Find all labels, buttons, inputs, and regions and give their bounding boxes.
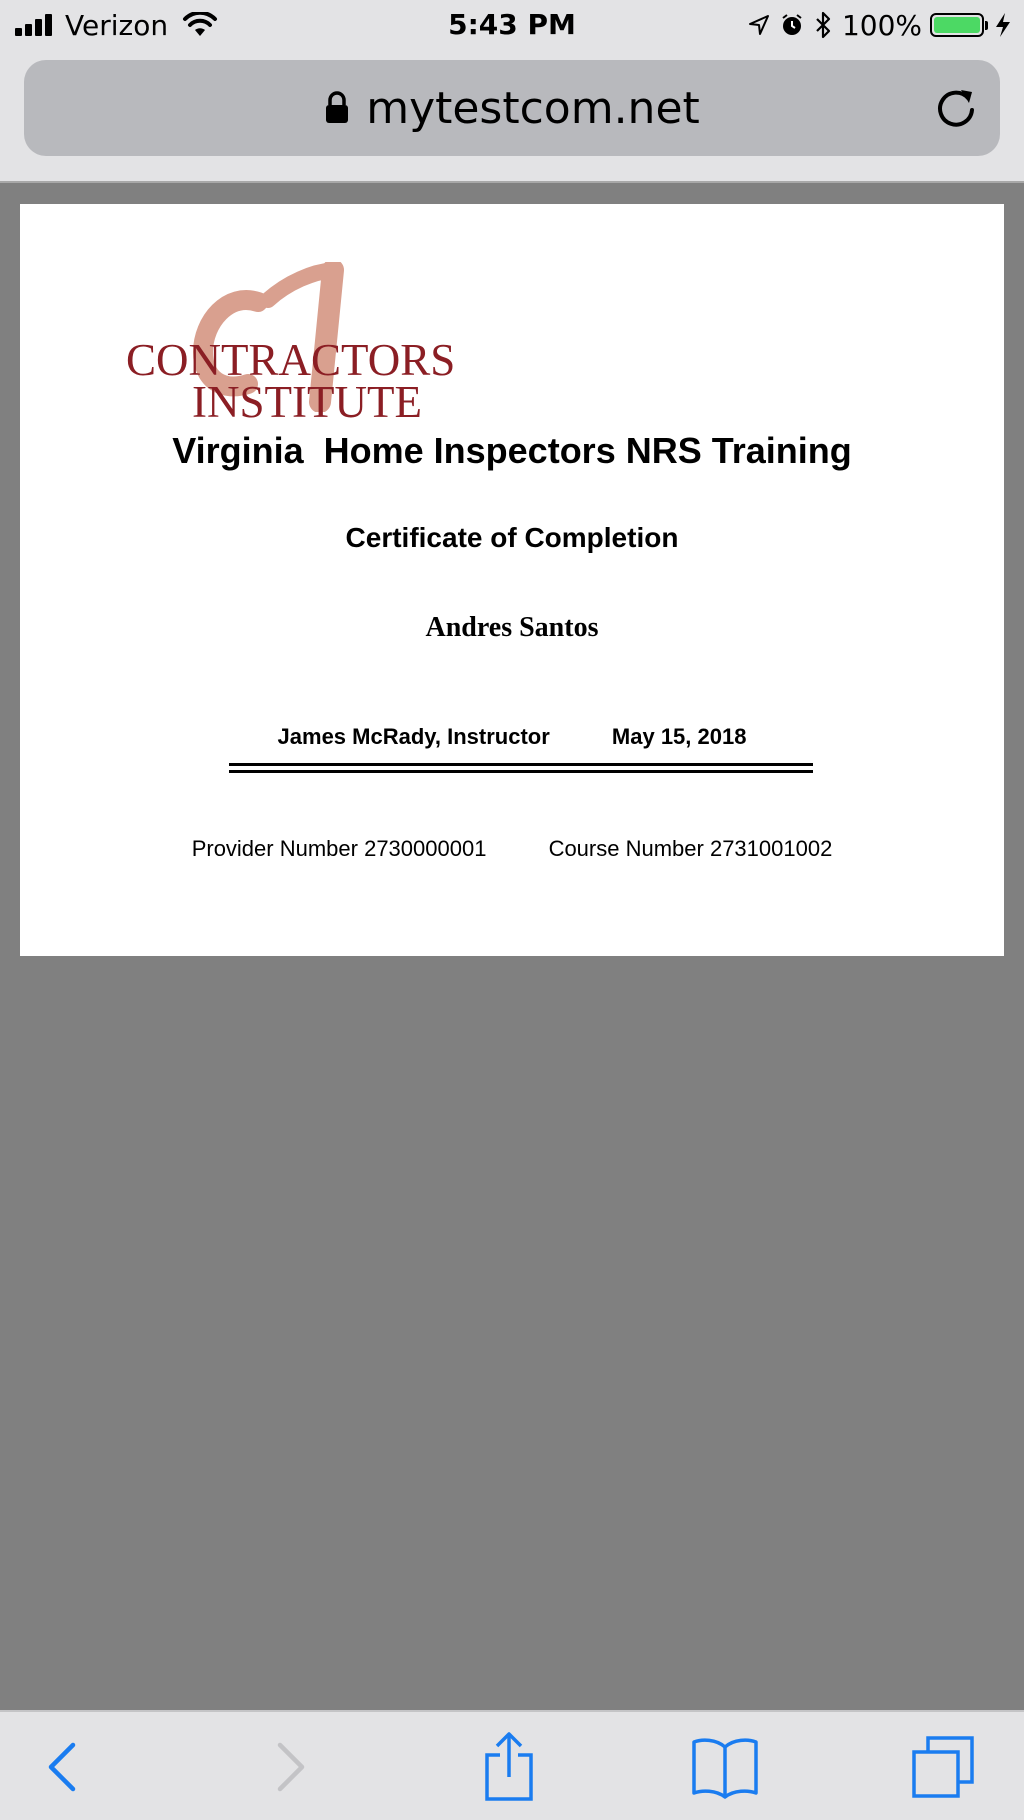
battery-icon xyxy=(930,13,984,37)
course-number: Course Number 2731001002 xyxy=(548,836,833,861)
bookmarks-icon xyxy=(690,1735,760,1799)
course-title: Virginia Home Inspectors NRS Training xyxy=(172,430,852,471)
battery-fill xyxy=(934,17,980,33)
numbers-row xyxy=(20,836,1004,862)
lock-icon xyxy=(324,91,350,125)
bookmarks-button[interactable] xyxy=(690,1734,760,1800)
back-button[interactable] xyxy=(28,1734,98,1800)
logo-line-1: CONTRACTORS xyxy=(126,335,456,385)
signature-row xyxy=(20,724,1004,750)
alarm-icon xyxy=(780,13,804,37)
bluetooth-icon xyxy=(814,11,832,39)
status-right xyxy=(738,8,1012,42)
certificate-subtitle: Certificate of Completion xyxy=(345,522,679,553)
back-icon xyxy=(43,1739,83,1795)
battery-percent: 100% xyxy=(841,8,922,42)
tabs-button[interactable] xyxy=(908,1734,978,1800)
tabs-icon xyxy=(910,1734,976,1800)
forward-icon xyxy=(270,1739,310,1795)
status-bar xyxy=(0,0,1024,50)
certificate-document xyxy=(20,204,1004,956)
carrier-name: Verizon xyxy=(65,8,169,42)
double-rule-divider xyxy=(229,763,813,773)
clock: 5:43 PM xyxy=(448,8,576,41)
provider-number: Provider Number 2730000001 xyxy=(191,836,487,861)
logo-line-2: INSTITUTE xyxy=(192,377,422,427)
address-bar[interactable] xyxy=(24,60,1000,156)
reload-icon[interactable] xyxy=(934,86,978,130)
browser-address-area xyxy=(0,50,1024,183)
share-icon xyxy=(481,1731,537,1803)
url-text[interactable]: mytestcom.net xyxy=(366,82,700,134)
forward-button[interactable] xyxy=(255,1734,325,1800)
location-arrow-icon xyxy=(748,14,770,36)
charging-bolt-icon xyxy=(994,12,1012,38)
share-button[interactable] xyxy=(474,1734,544,1800)
recipient-name: Andres Santos xyxy=(425,612,599,643)
contractors-institute-logo xyxy=(108,262,508,427)
completion-date: May 15, 2018 xyxy=(611,724,747,749)
battery-nub xyxy=(985,21,988,30)
instructor-name: James McRady, Instructor xyxy=(277,724,550,749)
address-bar-content xyxy=(24,60,1000,156)
browser-toolbar xyxy=(0,1710,1024,1820)
